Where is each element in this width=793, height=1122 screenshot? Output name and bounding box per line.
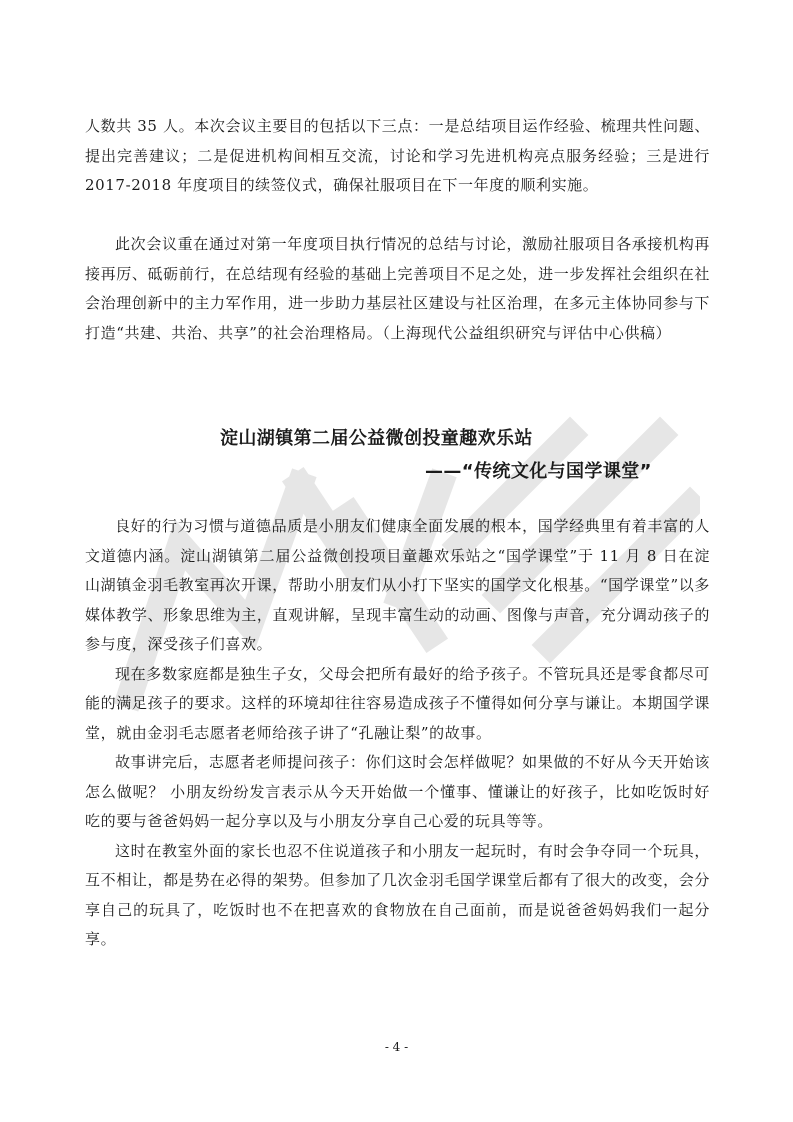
article-paragraph: 良好的行为习惯与道德品质是小朋友们健康全面发展的根本，国学经典里有着丰富的人文道德内涵。淀山湖镇第二届公益微创投项目童趣欢乐站之“国学课堂”于 11 月 8 日在淀山湖镇金羽毛教室再次开课，帮助小朋友们从小打下坚实的国学文化根基。“国学课堂”以多媒体教学、形象思维为主，直观讲解，呈现丰富生动的动画、图像与声音，充分调动孩子的参与度，深受孩子们喜欢。 xyxy=(85,517,710,653)
article-paragraph: 现在多数家庭都是独生子女，父母会把所有最好的给予孩子。不管玩具还是零食都尽可能的满足孩子的要求。这样的环境却往往容易造成孩子不懂得如何分享与谦让。本期国学课堂，就由金羽毛志愿者老师给孩子讲了“孔融让梨”的故事。 xyxy=(85,664,710,742)
page-number: - 4 - xyxy=(384,1040,409,1054)
article-body xyxy=(85,512,710,955)
article-paragraph: 故事讲完后，志愿者老师提问孩子：你们这时会怎样做呢？如果做的不好从今天开始该怎么做呢？ 小朋友纷纷发言表示从今天开始做一个懂事、懂谦让的好孩子，比如吃饭时好吃的要与爸爸妈妈一起分享以及与小朋友分享自己心爱的玩具等等。 xyxy=(85,753,710,830)
paragraph-meeting-summary: 人数共 35 人。本次会议主要目的包括以下三点：一是总结项目运作经验、梳理共性问题、提出完善建议；二是促进机构间相互交流，讨论和学习先进机构亮点服务经验；三是进行 2017-2018 年度项目的续签仪式，确保社服项目在下一年度的顺利实施。 xyxy=(85,117,710,194)
article-paragraph: 这时在教室外面的家长也忍不住说道孩子和小朋友一起玩时，有时会争夺同一个玩具，互不相让，都是势在必得的架势。但参加了几次金羽毛国学课堂后都有了很大的改变，会分享自己的玩具了，吃饭时也不在把喜欢的食物放在自己面前，而是说爸爸妈妈我们一起分享。 xyxy=(85,841,710,948)
paragraph-meeting-purpose: 此次会议重在通过对第一年度项目执行情况的总结与讨论，激励社服项目各承接机构再接再厉、砥砺前行，在总结现有经验的基础上完善项目不足之处，进一步发挥社会组织在社会治理创新中的主力军作用，进一步助力基层社区建设与社区治理，在多元主体协同参与下打造“共建、共治、共享”的社会治理格局。（上海现代公益组织研究与评估中心供稿） xyxy=(85,235,710,342)
article-subtitle: ——“传统文化与国学课堂” xyxy=(425,461,652,482)
article-title: 淀山湖镇第二届公益微创投童趣欢乐站 xyxy=(220,428,533,449)
